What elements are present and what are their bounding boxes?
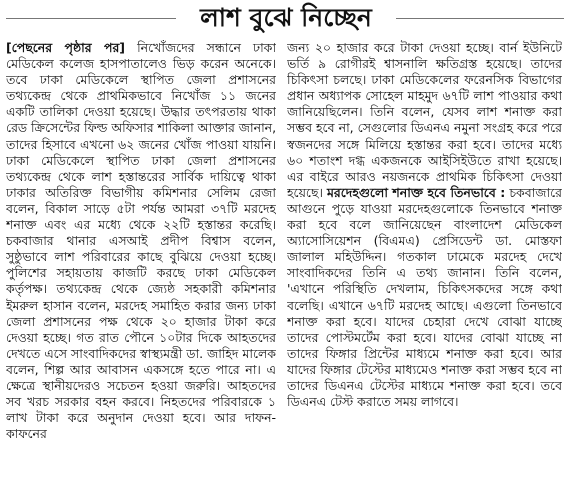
right-column-text-2: চকবাজারে আগুনে পুড়ে যাওয়া মরদেহগুলোকে তিনভাবে শনাক্ত করা হবে বলে জানিয়েছেন বাংলাদেশ মেডিকেল অ্যাসোসিয়েশন (বিএমএ) প্রেসিডেন্ট ডা. মোস্তফা জালাল মহিউদ্দিন। গতকাল ঢামেকে মরদেহ দেখে সাংবাদিকদের তিনি এ তথ্য জানান। তিনি বলেন, 'এখানে পরিস্থিতি দেখলাম, চিকিৎসকদের সঙ্গে কথা বলেছি। এখানে ৬৭টি মরদেহ আছে। এগুলো তিনভাবে শনাক্ত করা হবে। যাদের চেহারা দেখে বোঝা যাচ্ছে তাদের পোস্টমর্টেম করা হবে। যাদের বোঝা যাচ্ছে না তাদের ফিঙ্গার প্রিন্টের মাধ্যমে শনাক্ত করা হবে। আর যাদের ফিঙ্গার টেস্টের মাধ্যমেও শনাক্ত করা সম্ভব হবে না তাদের ডিএনএ টেস্টের মাধ্যমে শনাক্ত করা হবে। তবে ডিএনএ টেস্ট করাতে সময় লাগবে। xyxy=(287,184,562,410)
continuation-marker: [পেছনের পৃষ্ঠার পর] xyxy=(6,40,125,55)
article-column-right xyxy=(287,40,562,478)
subheading: মরদেহগুলো শনাক্ত হবে তিনভাবে : xyxy=(327,184,506,200)
headline-rule-right xyxy=(396,18,564,19)
article-column-left xyxy=(6,40,276,478)
headline-bar xyxy=(0,0,570,38)
headline-rule-left xyxy=(6,18,176,19)
left-column-text: নিখোঁজদের সন্ধানে ঢাকা মেডিকেল কলেজ হাসপাতালেও ভিড় করেন অনেকে। তবে ঢাকা মেডিকেলে স্থাপিত জেলা প্রশাসনের তথ্যকেন্দ্র থেকে প্রাথমিকভাবে নিখোঁজ ১১ জনের একটি তালিকা দেওয়া হয়েছে। উদ্ধার তৎপরতায় থাকা রেড ক্রিসেন্টের ফিল্ড অফিসার শাকিলা আক্তার জানান, তাদের হিসাবে এখনো ৬২ জনের খোঁজ পাওয়া যায়নি। ঢাকা মেডিকেলে স্থাপিত ঢাকা জেলা প্রশাসনের তথ্যকেন্দ্র থেকে লাশ হস্তান্তরের সার্বিক দায়িত্বে থাকা ঢাকার অতিরিক্ত বিভাগীয় কমিশনার সেলিম রেজা বলেন, বিকাল সাড়ে ৫টা পর্যন্ত আমরা ৩৭টি মরদেহ শনাক্ত এবং এর মধ্যে থেকে ২২টি হস্তান্তর করেছি। চকবাজার থানার এসআই প্রদীপ বিশ্বাস বলেন, সুষ্ঠুভাবে লাশ পরিবারের কাছে বুঝিয়ে দেওয়া হচ্ছে। পুলিশের সহায়তায় কাজটি করছে ঢাকা মেডিকেল কর্তৃপক্ষ। তথ্যকেন্দ্র থেকে জ্যেষ্ঠ সহকারী কমিশনার ইমরুল হাসান বলেন, মরদেহ সমাহিত করার জন্য ঢাকা জেলা প্রশাসনের পক্ষ থেকে ২০ হাজার টাকা করে দেওয়া হচ্ছে। গত রাত পৌনে ১০টার দিকে আহতদের দেখতে এসে সাংবাদিকদের স্বাস্থ্যমন্ত্রী ডা. জাহিদ মালেক বলেন, শিল্প আর আবাসন একসঙ্গে হতে পারে না। এ ক্ষেত্রে স্থানীয়দেরও সচেতন হওয়া জরুরি। আহতদের সব খরচ সরকার বহন করবে। নিহতদের পরিবারকে ১ লাখ টাকা করে অনুদান দেওয়া হবে। আর দাফন-কাফনের xyxy=(6,40,276,442)
right-column-text-1: জন্য ২০ হাজার করে টাকা দেওয়া হচ্ছে। বার্ন ইউনিটে ভর্তি ৯ রোগীরই শ্বাসনালি ক্ষতিগ্রস্ত হয়েছে। তাদের চিকিৎসা চলছে। ঢাকা মেডিকেলের ফরেনসিক বিভাগের প্রধান অধ্যাপক সোহেল মাহমুদ ৬৭টি লাশ পাওয়ার কথা জানিয়েছিলেন। তিনি বলেন, যেসব লাশ শনাক্ত করা সম্ভব হবে না, সেগুলোর ডিএনএ নমুনা সংগ্রহ করে পরে স্বজনদের সঙ্গে মিলিয়ে হস্তান্তর করা হবে। তাদের মধ্যে ৬০ শতাংশ দগ্ধ একজনকে আইসিইউতে রাখা হয়েছে। এর বাইরে আরও নয়জনকে প্রাথমিক চিকিৎসা দেওয়া হয়েছে। xyxy=(287,40,562,200)
article-headline: লাশ বুঝে নিচ্ছেন xyxy=(200,3,372,32)
right-column-paragraph xyxy=(287,40,562,410)
left-column-paragraph xyxy=(6,40,276,442)
